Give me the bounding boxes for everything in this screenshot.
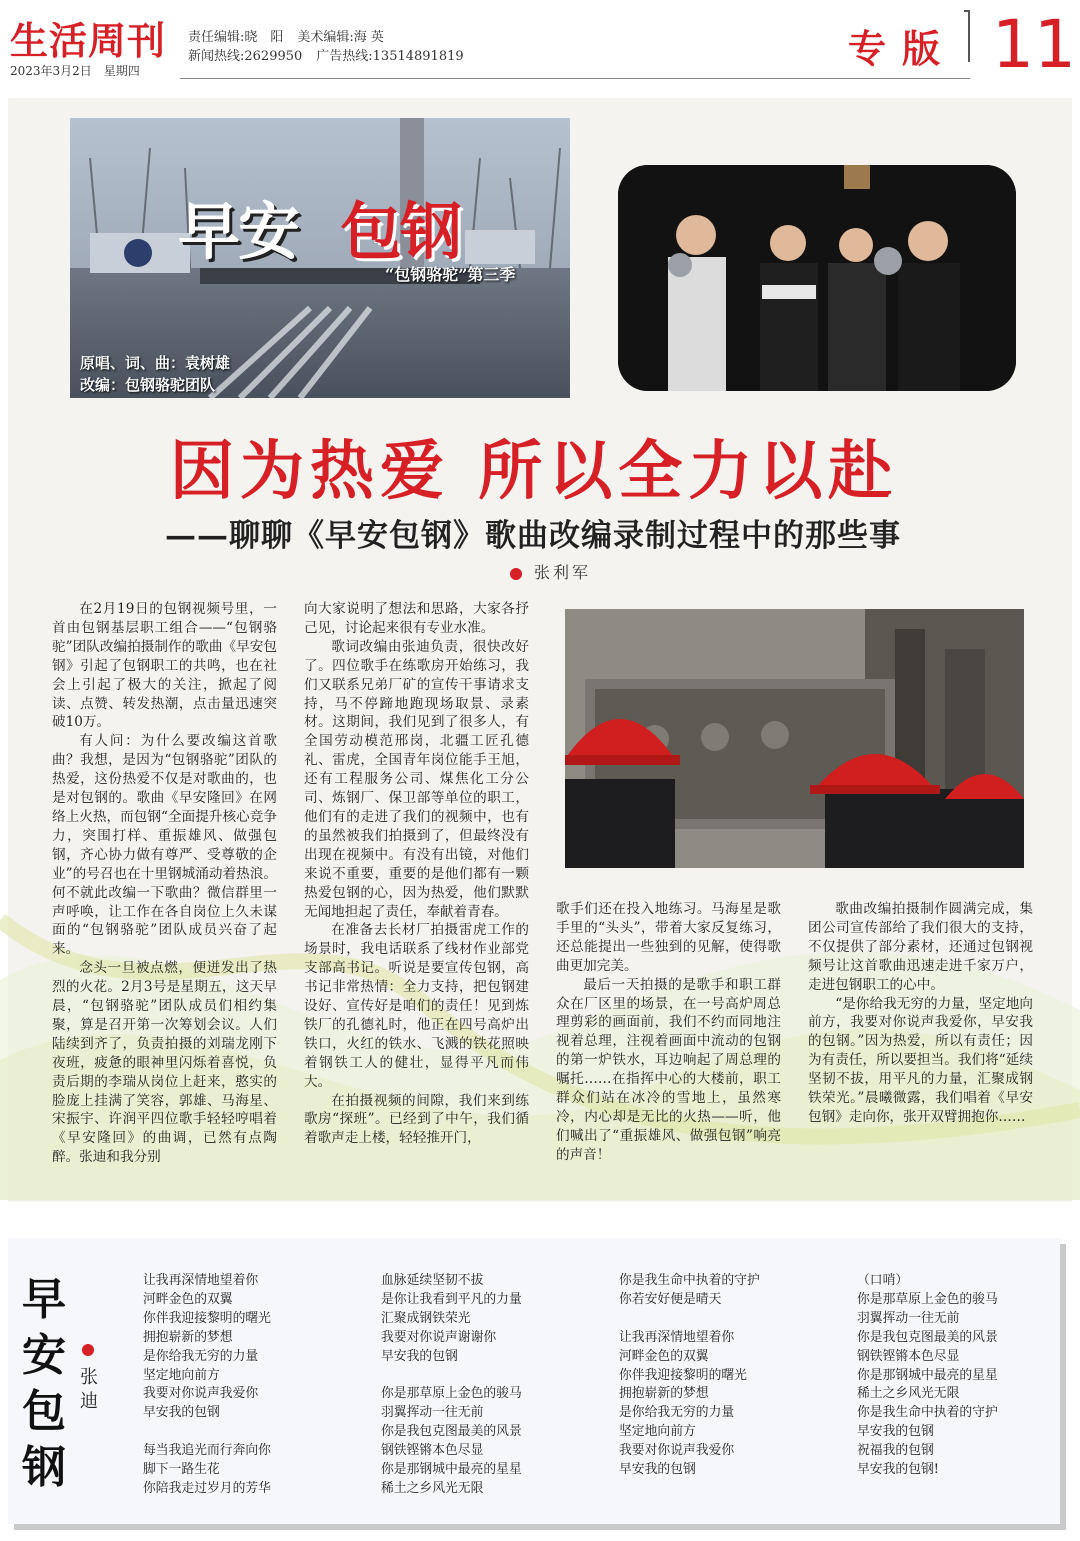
byline-dot (510, 568, 522, 580)
lyrics-title: 早安包钢 (22, 1274, 66, 1493)
lyrics-column-3: 你是我生命中执着的守护 你若安好便是晴天 让我再深情地望着你 河畔金色的双翼 你伴我迎接黎明的曙光 拥抱崭新的梦想 是你给我无穷的力量 坚定地向前方 我要对你说声我爱你 早安我的包钢 (619, 1273, 760, 1478)
paragraph: 在准备去长材厂拍摄雷虎工作的场景时，我电话联系了线材作业部党支部高书记。听说是要宣传包钢，高书记非常热情：全力支持，把包钢建设好、宣传好是咱们的责任！见到炼铁厂的孔德礼时，他正在四号高炉出铁口，火红的铁水、飞溅的铁花照映着钢铁工人的健壮，显得平凡而伟大。 (304, 922, 529, 1090)
ad-hotline: 广告热线:13514891819 (316, 49, 464, 64)
article-column-1 (52, 600, 277, 1167)
credit-line-2: 改编：包钢骆驼团队 (80, 376, 216, 394)
header-bracket (964, 10, 970, 62)
lyrics-author-dot (82, 1344, 94, 1356)
paragraph: 念头一旦被点燃，便迸发出了热烈的火花。2月3号是星期五，这天早晨，“包钢骆驼”团队成员们相约集聚，算是召开第一次筹划会议。人们陆续到齐了，负责拍摄的刘瑞龙刚下夜班，疲惫的眼神里闪烁着喜悦，负责后期的李瑞从岗位上赶来，憨实的脸庞上挂满了笑容，郭雄、马海星、宋振宇、许润平四位歌手轻轻哼唱着《早安隆回》的曲调，已然有点陶醉。张迪和我分别 (52, 960, 277, 1166)
newspaper-brand: 生活周刊 (10, 18, 167, 63)
page-number: 11 (992, 6, 1076, 83)
responsible-editor: 责任编辑:晓 阳 (188, 30, 284, 45)
paragraph: 最后一天拍摄的是歌手和职工群众在厂区里的场景，在一号高炉周总理剪彩的画面前，我们不约而同地注视着总理，注视着画面中流动的包钢的第一炉铁水，耳边响起了周总理的嘱托……在指挥中心的大楼前，职工群众们站在冰冷的雪地上，虽然寒冷，内心却是无比的火热——听，他们喊出了“重振雄风、做强包钢”响亮的声音！ (556, 976, 781, 1163)
section-label: 专版 (848, 26, 957, 71)
photo-title-red: 包钢 (340, 195, 461, 268)
photo-subtitle: “包钢骆驼”第三季 (385, 265, 516, 284)
article-column-4 (808, 900, 1033, 1127)
photo-title-white: 早安 (178, 195, 299, 268)
editor-info (188, 28, 478, 66)
paragraph: 歌词改编由张迪负责，很快改好了。四位歌手在练歌房开始练习，我们又联系兄弟厂矿的宣传干事请求支持，马不停蹄地跑现场取景、录素材。这期间，我们见到了很多人，有全国劳动模范邢岗，北疆工匠孔德礼、雷虎，全国青年岗位能手王旭，还有工程服务公司、煤焦化工分公司、炼钢厂、保卫部等单位的职工，他们有的走进了我们的视频中，也有的虽然被我们拍摄到了，但最终没有出现在视频中。有没有出镜，对他们来说不重要，重要的是他们都有一颗热爱包钢的心，因为热爱，他们默默无闻地担起了责任，奉献着青春。 (304, 638, 529, 920)
lyrics-column-2: 血脉延续坚韧不拔 是你让我看到平凡的力量 汇聚成钢铁荣光 我要对你说声谢谢你 早安我的包钢 你是那草原上金色的骏马 羽翼挥动一往无前 你是我包克图最美的风景 钢铁铿锵本色尽显 你是那钢城中最亮的星星 稀土之乡风光无限 (381, 1273, 522, 1496)
paragraph: 歌曲改编拍摄制作圆满完成，集团公司宣传部给了我们很大的支持，不仅提供了部分素材，还通过包钢视频号让这首歌曲迅速走进千家万户，走进包钢职工的心中。 (808, 901, 1033, 993)
art-editor: 美术编辑:海 英 (297, 30, 384, 45)
paragraph: 歌手们还在投入地练习。马海星是歌手里的“头头”，带着大家反复练习，还总能提出一些独到的见解，使得歌曲更加完美。 (556, 901, 781, 974)
article-subheadline: ——聊聊《早安包钢》歌曲改编录制过程中的那些事 (165, 518, 901, 554)
singers-photo (618, 165, 1016, 391)
article-column-3 (556, 900, 781, 1165)
article-column-2 (304, 600, 529, 1148)
paragraph: “是你给我无穷的力量，坚定地向前方，我要对你说声我爱你，早安我的包钢。”因为热爱，所以有责任；因为有责任，所以要担当。我们将“延续坚韧不拔，用平凡的力量，汇聚成钢铁荣光。”晨曦微露，我们唱着《早安包钢》走向你，张开双臂拥抱你…… (808, 995, 1033, 1125)
header-rule (180, 78, 970, 79)
paragraph: 向大家说明了想法和思路，大家各抒己见，讨论起来很有专业水准。 (304, 601, 529, 636)
article-byline (510, 560, 591, 583)
photo-credits (80, 352, 230, 396)
news-hotline: 新闻热线:2629950 (188, 49, 303, 64)
paragraph: 有人问：为什么要改编这首歌曲？我想，是因为“包钢骆驼”团队的热爱，这份热爱不仅是对歌曲的，也是对包钢的。歌曲《早安隆回》在网络上火热，而包钢“全面提升核心竞争力，突围打样、重振雄风、做强包钢，齐心协力做有尊严、受尊敬的企业”的号召也在十里钢城涌动着热浪。何不就此改编一下歌曲？微信群里一声呼唤，让工作在各自岗位上久未谋面的“包钢骆驼”团队成员兴奋了起来。 (52, 733, 277, 958)
lyrics-column-1: 让我再深情地望着你 河畔金色的双翼 你伴我迎接黎明的曙光 拥抱崭新的梦想 是你给我无穷的力量 坚定地向前方 我要对你说声我爱你 早安我的包钢 每当我追光而行奔向你 脚下一路生花 你陪我走过岁月的芳华 (143, 1273, 271, 1496)
article-headline: 因为热爱 所以全力以赴 (170, 435, 899, 509)
issue-date: 2023年3月2日 星期四 (10, 64, 140, 78)
paragraph: 在2月19日的包钢视频号里，一首由包钢基层职工组合——“包钢骆驼”团队改编拍摄制作的歌曲《早安包钢》引起了包钢职工的共鸣，也在社会上引起了极大的关注，掀起了阅读、点赞、转发热潮，点击量迅速突破10万。 (52, 601, 277, 731)
lyrics-author: 张迪 (80, 1367, 98, 1412)
paragraph: 在拍摄视频的间隙，我们来到练歌房“探班”。已经到了中午，我们循着歌声走上楼，轻轻推开门， (304, 1092, 529, 1147)
credit-line-1: 原唱、词、曲：袁树雄 (80, 354, 231, 372)
lyrics-column-4: （口哨） 你是那草原上金色的骏马 羽翼挥动一往无前 你是我包克图最美的风景 钢铁铿锵本色尽显 你是那钢城中最亮的星星 稀土之乡风光无限 你是我生命中执着的守护 早安我的包钢 祝福我的包钢 早安我的包钢! (857, 1273, 998, 1478)
workers-photo (565, 609, 1024, 868)
author-name: 张利军 (534, 563, 592, 582)
